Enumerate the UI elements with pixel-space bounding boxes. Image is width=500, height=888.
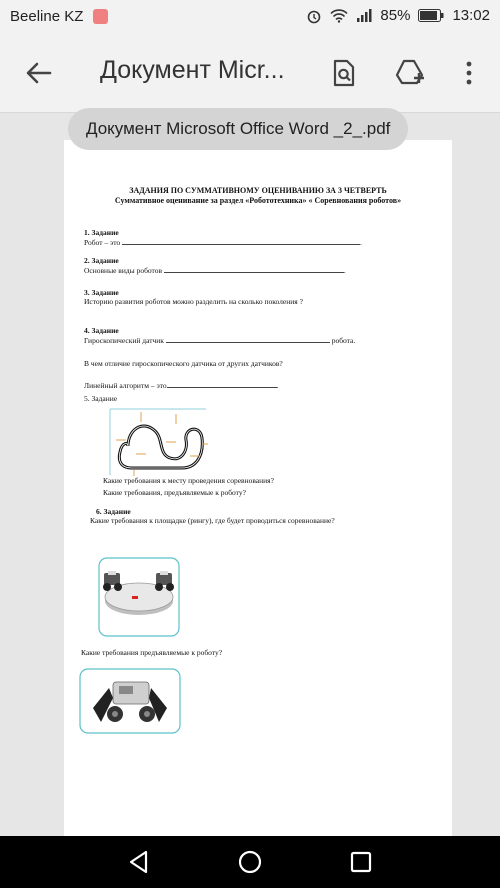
wifi-icon [330,9,348,23]
back-arrow-icon [26,62,52,84]
question-4-text-3: Линейный алгоритм – это [84,381,167,390]
track-image [106,406,210,478]
question-2-title: 2. Задание [84,256,119,265]
question-2: 2. Задание Основные виды роботов . [84,256,346,275]
question-1: 1. Задание Робот – это . [84,228,362,247]
question-3 [84,288,303,306]
carrier-name: Beeline KZ [10,8,84,25]
answer-line [167,380,277,388]
nav-home-icon[interactable] [237,849,263,875]
doc-subheading: Суммативное оценивание за раздел «Робототехника» « Соревнования роботов» [114,196,402,205]
nav-recents-icon[interactable] [348,849,374,875]
answer-line [122,237,360,245]
question-5-text-1: Какие требования к месту проведения соревнования? [103,476,274,485]
document-page[interactable] [64,140,452,836]
search-document-button[interactable] [327,56,361,90]
document-title: Документ Micr... [100,56,285,84]
status-bar [0,0,500,34]
question-4-text-2: В чем отличие гироскопического датчика от других датчиков? [84,359,283,368]
question-6-text-2: Какие требования предъявляемые к роботу? [81,648,223,657]
question-1-text: Робот – это [84,238,121,247]
signal-icon [356,9,372,23]
question-4-text-b: робота. [331,336,356,345]
question-3-text: Историю развития роботов можно разделить на сколько поколения ? [84,297,303,306]
question-6-title: 6. Задание [96,507,131,516]
alarm-icon [306,8,322,24]
app-bar [0,34,500,113]
navigation-bar [0,836,500,888]
robot-image [79,668,181,734]
question-4: 4. Задание Гироскопический датчик робота. В чем отличие гироскопического датчика от других датчиков? Линейный алгоритм – это . [84,326,356,390]
question-4-title: 4. Задание [84,326,119,335]
ring-robots-image [98,557,180,637]
doc-heading: ЗАДАНИЯ ПО СУММАТИВНОМУ ОЦЕНИВАНИЮ ЗА 3 ЧЕТВЕРТЬ [129,186,387,195]
add-to-drive-button[interactable] [394,56,428,90]
answer-line [166,335,330,343]
more-options-button[interactable] [452,56,486,90]
notification-icon [93,9,108,24]
question-3-title: 3. Задание [84,288,119,297]
question-1-title: 1. Задание [84,228,119,237]
back-button[interactable] [22,56,56,90]
question-5-title: 5. Задание [84,394,118,403]
battery-icon [418,9,444,22]
question-5-text-2: Какие требования, предъявляемые к роботу? [103,488,246,497]
search-document-icon [332,59,356,87]
clock: 13:02 [452,7,490,24]
file-name-chip: Документ Microsoft Office Word _2_.pdf [68,108,408,150]
question-6-text-1: Какие требования к площадке (рингу), где будет проводиться соревнование? [90,516,335,525]
add-to-drive-icon [395,59,427,87]
question-4-text-a: Гироскопический датчик [84,336,164,345]
answer-line [164,265,344,273]
status-right [306,7,490,24]
battery-percent: 85% [380,7,411,24]
question-2-text: Основные виды роботов [84,266,163,275]
more-vert-icon [465,61,473,85]
question-6 [90,507,335,525]
nav-back-icon[interactable] [126,849,152,875]
